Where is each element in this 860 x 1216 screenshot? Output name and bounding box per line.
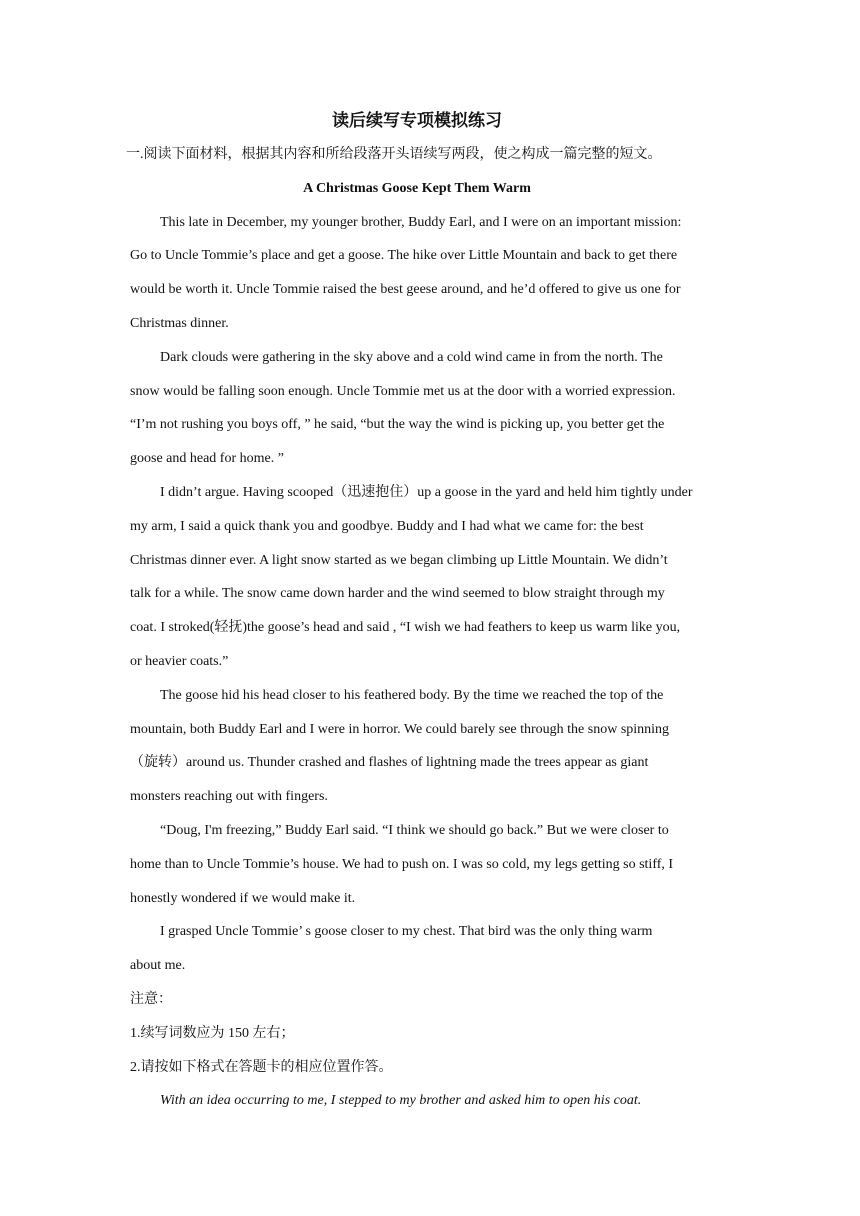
- paragraph-line: mountain, both Buddy Earl and I were in horror. We could barely see through the snow spinning: [130, 721, 670, 737]
- paragraph-line: about me.: [130, 958, 186, 974]
- notes-heading: 注意：: [130, 991, 172, 1007]
- story-paragraph: [130, 679, 740, 814]
- paragraph-line: would be worth it. Uncle Tommie raised the best geese around, and he’d offered to give us one for: [130, 282, 681, 298]
- paragraph-line: Christmas dinner.: [130, 315, 229, 331]
- paragraph-line: talk for a while. The snow came down harder and the wind seemed to blow straight through my: [130, 586, 665, 602]
- story-paragraph: [130, 915, 740, 983]
- paragraph-line: This late in December, my younger brother, Buddy Earl, and I were on an important mission:: [160, 214, 682, 230]
- paragraph-line: I didn’t argue. Having scooped（迅速抱住）up a goose in the yard and held him tightly under: [160, 484, 693, 500]
- paragraph-line: coat. I stroked(轻抚)the goose’s head and said , “I wish we had feathers to keep us warm like you,: [130, 620, 681, 636]
- story-paragraph: [130, 206, 740, 341]
- paragraph-line: （旋转）around us. Thunder crashed and flashes of lightning made the trees appear as giant: [130, 755, 649, 771]
- paragraph-line: goose and head for home. ”: [130, 451, 284, 467]
- paragraph-line: or heavier coats.”: [130, 653, 229, 669]
- document-page: [126, 108, 740, 1118]
- continuation-prompt: With an idea occurring to me, I stepped to my brother and asked him to open his coat.: [160, 1093, 642, 1109]
- article-title: A Christmas Goose Kept Them Warm: [303, 180, 531, 196]
- paragraph-line: monsters reaching out with fingers.: [130, 789, 328, 805]
- paragraph-line: honestly wondered if we would make it.: [130, 890, 356, 906]
- instruction-text: 一.阅读下面材料，根据其内容和所给段落开头语续写两段，使之构成一篇完整的短文。: [126, 147, 662, 162]
- paragraph-line: snow would be falling soon enough. Uncle Tommie met us at the door with a worried expression.: [130, 383, 676, 399]
- paragraph-line: home than to Uncle Tommie’s house. We had to push on. I was so cold, my legs getting so stiff, I: [130, 856, 674, 872]
- story-paragraph: [130, 476, 740, 679]
- paragraph-line: Christmas dinner ever. A light snow started as we began climbing up Little Mountain. We didn’t: [130, 552, 668, 568]
- story-paragraph: [130, 341, 740, 476]
- page-title: 读后续写专项模拟练习: [332, 111, 502, 130]
- paragraph-line: The goose hid his head closer to his feathered body. By the time we reached the top of the: [160, 687, 664, 703]
- note-item: 2.请按如下格式在答题卡的相应位置作答。: [130, 1059, 393, 1075]
- story-paragraph: [130, 814, 740, 915]
- paragraph-line: my arm, I said a quick thank you and goodbye. Buddy and I had what we came for: the best: [130, 518, 644, 534]
- notes-section: [130, 983, 740, 1084]
- paragraph-line: Go to Uncle Tommie’s place and get a goose. The hike over Little Mountain and back to get there: [130, 248, 678, 264]
- paragraph-line: “Doug, I'm freezing,” Buddy Earl said. “I think we should go back.” But we were closer to: [160, 822, 669, 838]
- note-item: 1.续写词数应为 150 左右；: [130, 1025, 295, 1041]
- paragraph-line: I grasped Uncle Tommie’ s goose closer to my chest. That bird was the only thing warm: [160, 924, 653, 940]
- paragraph-line: Dark clouds were gathering in the sky above and a cold wind came in from the north. The: [160, 349, 663, 365]
- paragraph-line: “I’m not rushing you boys off, ” he said, “but the way the wind is picking up, you better get the: [130, 417, 665, 433]
